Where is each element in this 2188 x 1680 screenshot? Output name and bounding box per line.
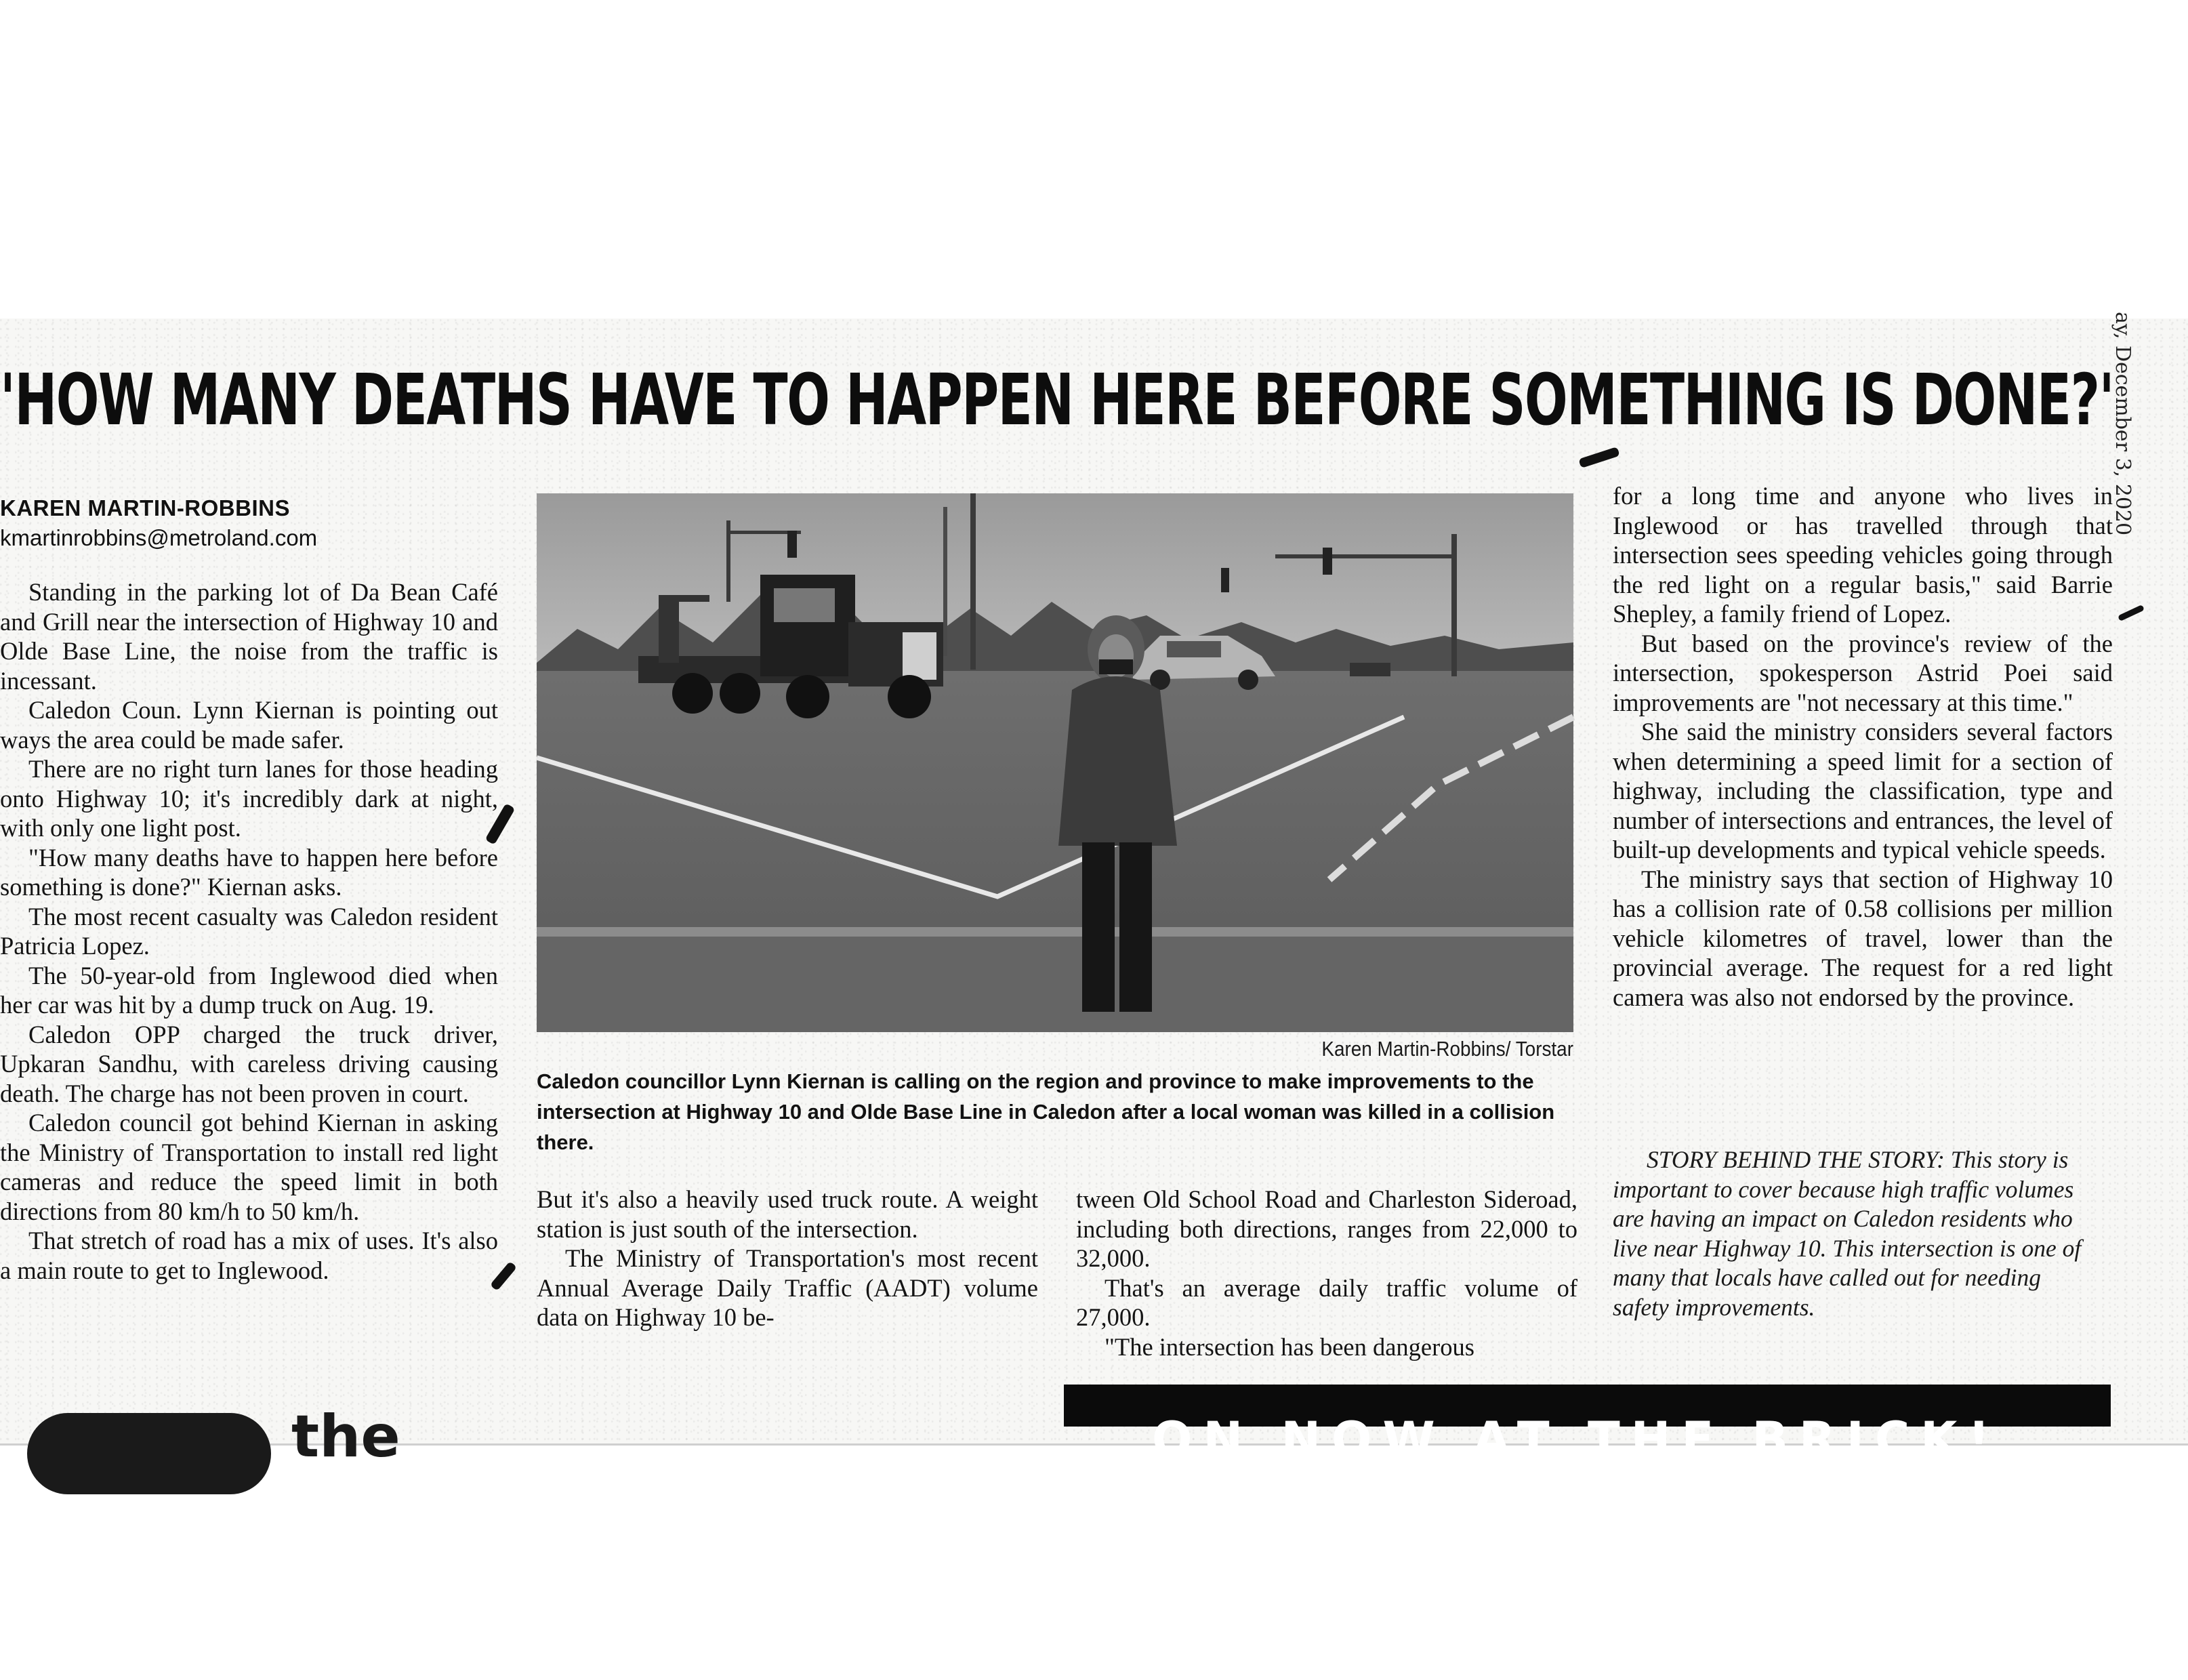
article-column-4 (1613, 481, 2113, 1012)
article-headline: 'HOW MANY DEATHS HAVE TO HAPPEN HERE BEFORE SOMETHING IS DONE?' (0, 358, 2114, 441)
paragraph: Standing in the parking lot of Da Bean Café and Grill near the intersection of Highway 10 and Olde Base Line, the noise from the traffic is incessant. (0, 578, 498, 695)
story-behind-text: STORY BEHIND THE STORY: This story is important to cover because high traffic volumes are having an impact on Caledon residents who live near Highway 10. This intersection is one of many that locals have called out for needing safety improvements. (1613, 1146, 2082, 1321)
logo-oval-icon (27, 1413, 271, 1494)
story-behind-the-story (1613, 1145, 2087, 1322)
advert-banner (1064, 1385, 2111, 1467)
paragraph: The most recent casualty was Caledon resident Patricia Lopez. (0, 902, 498, 960)
paragraph: The 50-year-old from Inglewood died when her car was hit by a dump truck on Aug. 19. (0, 961, 498, 1019)
paragraph: The ministry says that section of Highway 10 has a collision rate of 0.58 collisions per million vehicle kilometres of travel, lower than the provincial average. The request for a red light camera was also not endorsed by the province. (1613, 865, 2113, 1011)
byline-name: KAREN MARTIN-ROBBINS (0, 495, 290, 520)
paragraph: tween Old School Road and Charleston Sideroad, including both directions, ranges from 22,000 to 32,000. (1076, 1185, 1577, 1272)
byline-email: kmartinrobbins@metroland.com (0, 525, 318, 550)
photo-credit: Karen Martin-Robbins/ Torstar (1321, 1037, 1573, 1061)
paragraph: The Ministry of Transportation's most recent Annual Average Daily Traffic (AADT) volume data on Highway 10 be- (537, 1244, 1038, 1331)
paragraph: There are no right turn lanes for those heading onto Highway 10; it's incredibly dark at night, with only one light post. (0, 755, 498, 842)
article-photo (537, 493, 1573, 1032)
paragraph: Caledon council got behind Kiernan in asking the Ministry of Transportation to install red light cameras and reduce the speed limit in both directions from 80 km/h to 50 km/h. (0, 1109, 498, 1225)
photo-caption: Caledon councillor Lynn Kiernan is calling on the region and province to make improvements to the intersection at Highway 10 and Olde Base Line in Caledon after a local woman was killed in a collision there. (537, 1069, 1555, 1154)
paragraph: for a long time and anyone who lives in Inglewood or has travelled through that intersection sees speeding vehicles going through the red light on a regular basis," said Barrie Shepley, a family friend of Lopez. (1613, 482, 2113, 628)
byline (0, 493, 501, 553)
article-column-2 (537, 1185, 1038, 1332)
paragraph: That stretch of road has a mix of uses. It's also a main route to get to Inglewood. (0, 1227, 498, 1284)
advert-logo-text: the (291, 1403, 400, 1471)
paragraph: "How many deaths have to happen here before something is done?" Kiernan asks. (0, 843, 498, 901)
date-stamp: ay, December 3, 2020 (2111, 312, 2134, 536)
paragraph: That's an average daily traffic volume of 27,000. (1076, 1273, 1577, 1331)
advert-logo-shape (27, 1406, 271, 1447)
paragraph: "The intersection has been dangerous (1105, 1332, 1474, 1361)
paragraph: Caledon Coun. Lynn Kiernan is pointing out ways the area could be made safer. (0, 696, 498, 754)
paragraph: She said the ministry considers several factors when determining a speed limit for a section of highway, including the classification, type and number of intersections and entrances, the level of built-up developments and typical vehicle speeds. (1613, 718, 2113, 863)
article-column-3 (1076, 1185, 1577, 1361)
advert-banner-text: ON NOW AT THE BRICK! (1152, 1412, 2001, 1467)
article-column-1 (0, 577, 498, 1285)
paragraph: But it's also a heavily used truck route. A weight station is just south of the intersection. (537, 1185, 1038, 1243)
paragraph: Caledon OPP charged the truck driver, Upkaran Sandhu, with careless driving causing death. The charge has not been proven in court. (0, 1020, 498, 1107)
photo-intersection-scene (537, 493, 1573, 1032)
paragraph: But based on the province's review of the intersection, spokesperson Astrid Poei said improvements are "not necessary at this time." (1613, 629, 2113, 716)
